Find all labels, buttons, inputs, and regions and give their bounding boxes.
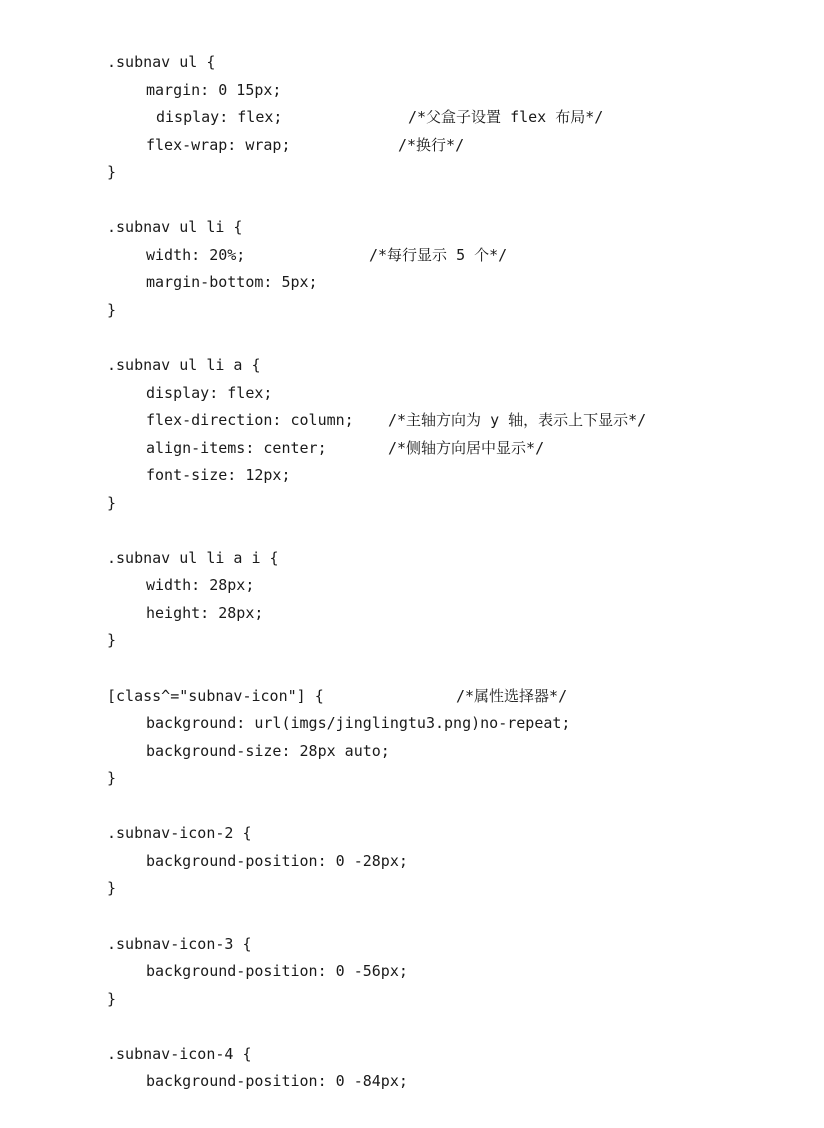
- code-text: [class^="subnav-icon"] {: [107, 686, 324, 705]
- code-text: }: [107, 163, 117, 182]
- code-comment: /*侧轴方向居中显示*/: [388, 438, 545, 457]
- code-text: margin: 0 15px;: [146, 80, 282, 99]
- code-text: background-position: 0 -84px;: [146, 1072, 408, 1091]
- code-text: margin-bottom: 5px;: [146, 273, 318, 292]
- code-text: }: [107, 989, 117, 1008]
- code-comment: /*属性选择器*/: [456, 686, 568, 705]
- code-comment: /*父盒子设置 flex 布局*/: [408, 108, 604, 127]
- code-text: .subnav ul li a i {: [107, 548, 279, 567]
- code-text: flex-wrap: wrap;: [146, 135, 291, 154]
- code-text: background-position: 0 -56px;: [146, 962, 408, 981]
- code-text: .subnav-icon-4 {: [107, 1044, 252, 1063]
- code-text: }: [107, 631, 117, 650]
- code-text: }: [107, 879, 117, 898]
- code-text: background-size: 28px auto;: [146, 741, 390, 760]
- code-comment: /*主轴方向为 y 轴，表示上下显示*/: [388, 411, 647, 430]
- code-text: flex-direction: column;: [146, 411, 354, 430]
- code-text: font-size: 12px;: [146, 466, 291, 485]
- code-text: background: url(imgs/jinglingtu3.png)no-repeat;: [146, 714, 571, 733]
- code-comment: /*每行显示 5 个*/: [369, 245, 508, 264]
- code-text: .subnav ul li a {: [107, 356, 261, 375]
- code-text: width: 28px;: [146, 576, 255, 595]
- code-text: .subnav-icon-2 {: [107, 824, 252, 843]
- code-text: }: [107, 300, 117, 319]
- code-text: .subnav ul {: [107, 53, 216, 71]
- code-text: .subnav-icon-3 {: [107, 934, 252, 953]
- code-text: align-items: center;: [146, 438, 327, 457]
- code-text: .subnav ul li {: [107, 218, 243, 237]
- code-text: background-position: 0 -28px;: [146, 851, 408, 870]
- code-text: display: flex;: [146, 383, 273, 402]
- code-text: display: flex;: [156, 108, 283, 127]
- code-text: }: [107, 493, 117, 512]
- code-comment: /*换行*/: [398, 135, 465, 154]
- code-text: width: 20%;: [146, 245, 246, 264]
- code-text: }: [107, 769, 117, 788]
- code-text: height: 28px;: [146, 603, 264, 622]
